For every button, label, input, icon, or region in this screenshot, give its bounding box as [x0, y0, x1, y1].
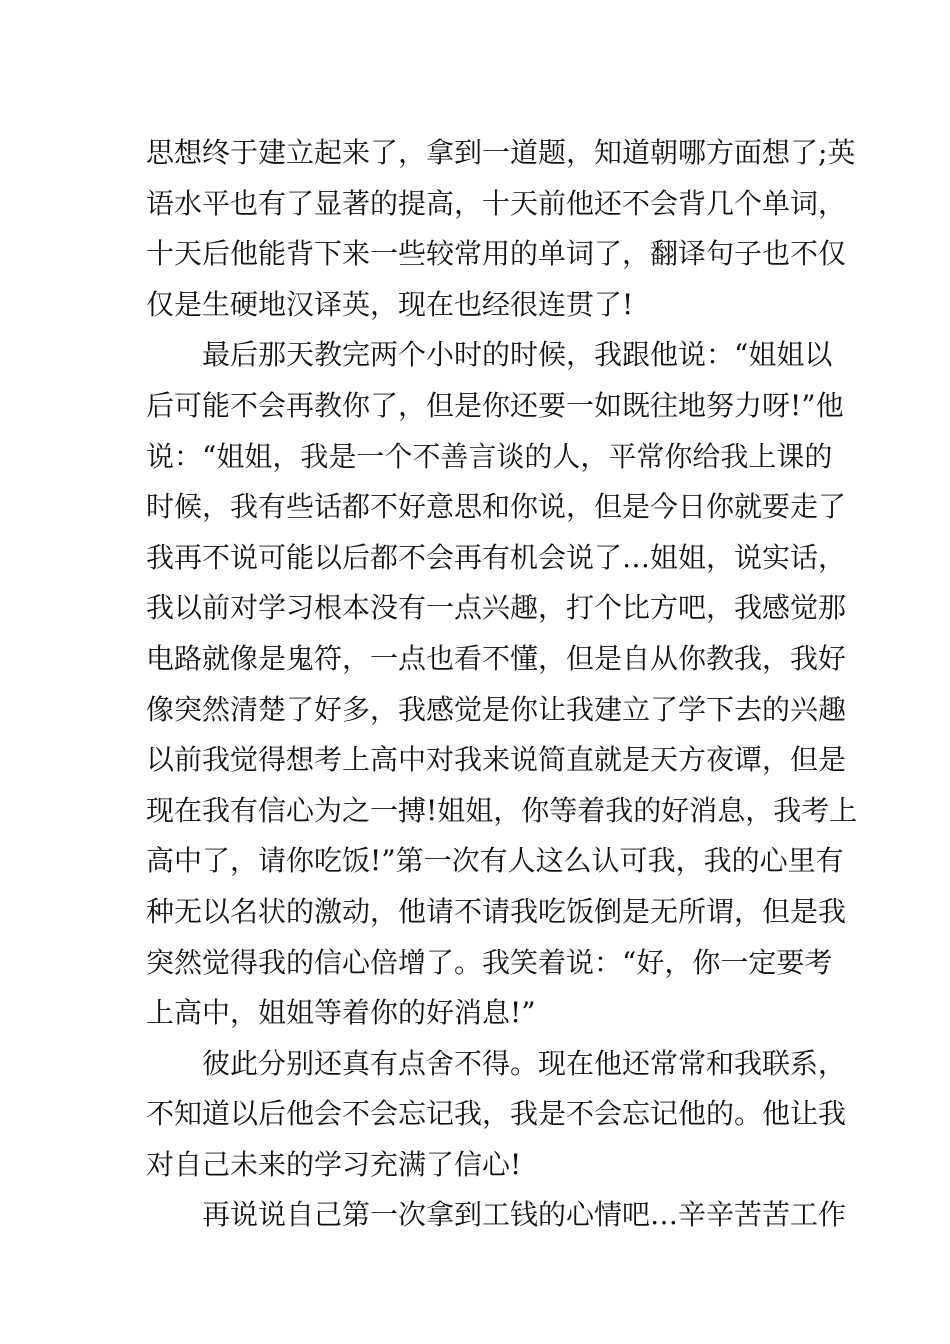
text-line: 种无以名状的激动，他请不请我吃饭倒是无所谓，但是我	[146, 894, 847, 928]
text-line: 最后那天教完两个小时的时候，我跟他说：“姐姐以	[202, 338, 833, 372]
text-line: 突然觉得我的信心倍增了。我笑着说：“好，你一定要考	[146, 945, 833, 979]
text-line: 不知道以后他会不会忘记我，我是不会忘记他的。他让我	[146, 1097, 847, 1131]
text-line: 后可能不会再教你了，但是你还要一如既往地努力呀!”他	[146, 388, 844, 422]
text-line: 现在我有信心为之一搏!姐姐，你等着我的好消息，我考上	[146, 793, 858, 827]
text-line: 我再不说可能以后都不会再有机会说了…姐姐，说实话，	[146, 540, 847, 574]
text-line: 再说说自己第一次拿到工钱的心情吧…辛辛苦苦工作	[202, 1198, 847, 1232]
text-line: 对自己未来的学习充满了信心!	[146, 1147, 522, 1181]
text-line: 彼此分别还真有点舍不得。现在他还常常和我联系，	[202, 1046, 847, 1080]
text-line: 上高中，姐姐等着你的好消息!”	[146, 996, 536, 1030]
text-line: 像突然清楚了好多，我感觉是你让我建立了学下去的兴趣	[146, 692, 847, 726]
text-line: 以前我觉得想考上高中对我来说简直就是天方夜谭，但是	[146, 743, 847, 777]
text-line: 高中了，请你吃饭!”第一次有人这么认可我，我的心里有	[146, 844, 844, 878]
document-body	[146, 128, 858, 1241]
text-line: 说：“姐姐，我是一个不善言谈的人，平常你给我上课的	[146, 439, 833, 473]
text-line: 十天后他能背下来一些较常用的单词了，翻译句子也不仅	[146, 237, 847, 271]
text-line: 语水平也有了显著的提高，十天前他还不会背几个单词，	[146, 186, 847, 220]
text-line: 电路就像是鬼符，一点也看不懂，但是自从你教我，我好	[146, 641, 847, 675]
text-line: 仅是生硬地汉译英，现在也经很连贯了!	[146, 287, 634, 321]
text-line: 时候，我有些话都不好意思和你说，但是今日你就要走了	[146, 490, 847, 524]
text-line: 思想终于建立起来了，拿到一道题，知道朝哪方面想了;英	[146, 136, 856, 169]
text-line: 我以前对学习根本没有一点兴趣，打个比方吧，我感觉那	[146, 591, 847, 625]
